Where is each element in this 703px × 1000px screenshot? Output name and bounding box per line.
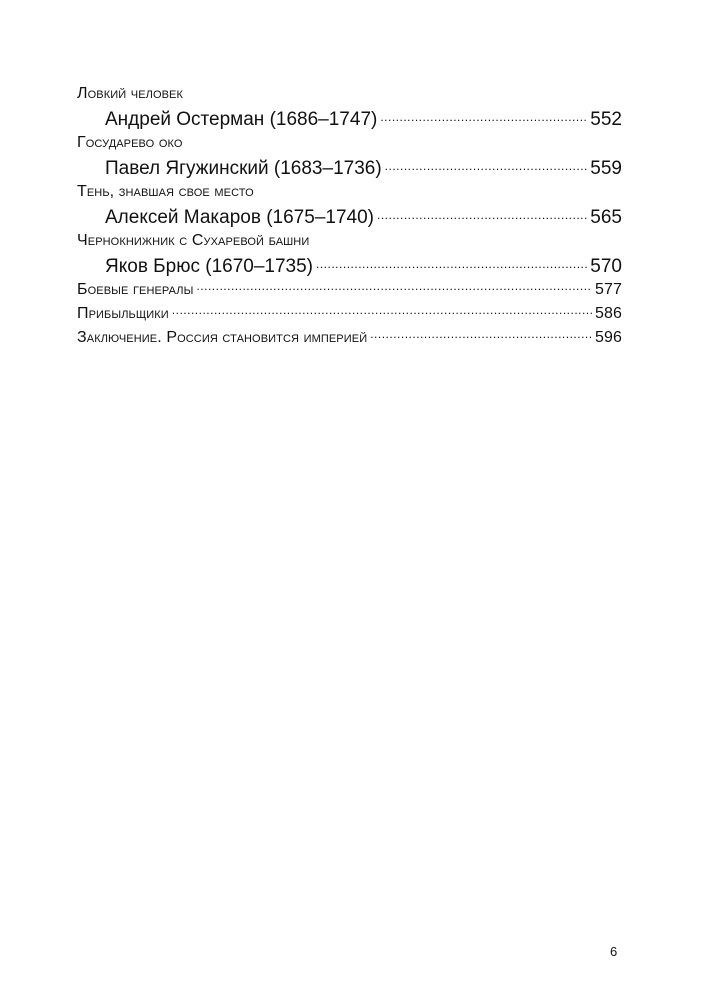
dot-leader — [316, 253, 587, 272]
toc-entry[interactable] — [77, 253, 622, 278]
toc-section-title: Чернокнижник с Сухаревой башни — [77, 232, 310, 249]
toc-page-number: 596 — [595, 329, 622, 346]
toc-page-number: 577 — [595, 281, 622, 298]
dot-leader — [196, 278, 592, 294]
dot-leader — [172, 302, 592, 318]
toc-entry[interactable] — [77, 204, 622, 229]
toc-entry[interactable] — [77, 106, 622, 131]
dot-leader — [380, 106, 587, 125]
table-of-contents — [77, 82, 622, 350]
toc-entry-title: Яков Брюс (1670–1735) — [105, 256, 314, 277]
toc-entry-title: Заключение. Россия становится империей — [77, 329, 368, 346]
dot-leader — [385, 155, 588, 174]
toc-entry-title: Алексей Макаров (1675–1740) — [105, 207, 374, 228]
page-number: 6 — [610, 944, 618, 959]
toc-page-number: 559 — [590, 158, 622, 179]
dot-leader — [377, 204, 587, 223]
toc-entry-title: Павел Ягужинский (1683–1736) — [105, 158, 382, 179]
toc-top-level-entry[interactable] — [77, 302, 622, 326]
toc-section-title: Государево око — [77, 134, 183, 151]
toc-top-level-entry[interactable] — [77, 278, 622, 302]
toc-top-level-entry[interactable] — [77, 326, 622, 350]
toc-entry-title: Андрей Остерман (1686–1747) — [105, 109, 378, 130]
toc-page-number: 570 — [590, 256, 622, 277]
dot-leader — [370, 326, 592, 342]
toc-section-title: Тень, знавшая свое место — [77, 183, 254, 200]
toc-page-number: 586 — [595, 305, 622, 322]
toc-section-title: Ловкий человек — [77, 85, 183, 102]
toc-entry[interactable] — [77, 155, 622, 180]
toc-page-number: 552 — [590, 109, 622, 130]
toc-entry-title: Прибыльщики — [77, 305, 169, 322]
toc-page-number: 565 — [590, 207, 622, 228]
toc-entry-title: Боевые генералы — [77, 281, 194, 298]
